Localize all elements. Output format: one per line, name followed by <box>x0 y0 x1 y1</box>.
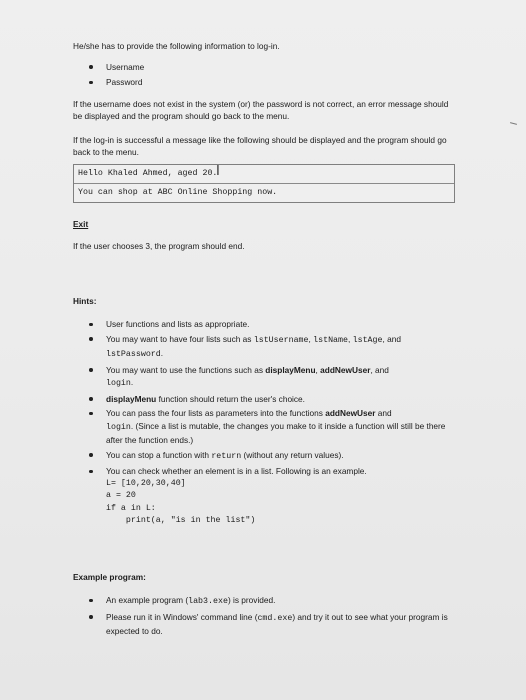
example-list <box>73 594 455 638</box>
hint-5-code-2: login <box>106 422 131 432</box>
exit-text: If the user chooses 3, the program should end. <box>73 241 245 251</box>
example-2-prefix: Please run it in Windows' command line ( <box>106 611 258 622</box>
hint-3-code-3: login <box>106 379 131 388</box>
hint-3-code-1: displayMenu <box>265 364 316 375</box>
login-item-password: Password <box>73 76 465 89</box>
hint-4-code: displayMenu <box>106 393 157 404</box>
hint-3-code-2: addNewUser <box>320 364 371 375</box>
login-requirements-list <box>73 61 465 89</box>
hint-2-code-3: lstAge <box>352 335 383 345</box>
hint-3-mid-2: , and <box>370 364 389 375</box>
hints-list <box>73 318 455 528</box>
example-1-code: lab3.exe <box>188 597 228 606</box>
hint-item-4 <box>73 393 455 406</box>
document-content <box>73 40 465 640</box>
hint-2-code-1: lstUsername <box>253 335 309 345</box>
hint-6-code: return <box>211 451 242 461</box>
hint-6-suffix: (without any return values). <box>241 449 344 460</box>
hint-2-suffix: . <box>160 348 164 358</box>
text-cursor-icon: I <box>216 164 220 179</box>
hint-3-prefix: You may want to use the functions such as <box>106 364 266 375</box>
hint-item-1 <box>73 318 455 331</box>
hint-4-text: function should return the user's choice. <box>156 393 305 404</box>
hint-3-mid: , <box>315 364 321 375</box>
hint-2-sep-1: , <box>308 333 314 344</box>
hint-2-sep-2: , <box>348 333 353 344</box>
output-line-shopping: You can shop at ABC Online Shopping now. <box>78 187 278 197</box>
output-line-greeting: Hello Khaled Ahmed, aged 20. <box>74 165 454 184</box>
exit-heading: Exit <box>73 218 89 229</box>
hint-2-prefix: You may want to have four lists such as <box>106 333 254 344</box>
output-example-box <box>73 164 455 203</box>
example-item-2 <box>73 611 455 638</box>
hint-item-7 <box>73 465 455 528</box>
example-2-code: cmd.exe <box>257 613 293 623</box>
hint-item-2 <box>73 333 455 362</box>
hint-5-prefix: You can pass the four lists as parameters into the functions <box>106 408 326 418</box>
hint-6-prefix: You can stop a function with <box>106 449 212 460</box>
example-item-1 <box>73 594 455 609</box>
hint-item-6 <box>73 449 455 464</box>
example-1-prefix: An example program ( <box>106 595 189 605</box>
hint-3-suffix: . <box>130 377 134 387</box>
hint-5-mid: and <box>375 408 392 418</box>
hint-5-code-1: addNewUser <box>325 408 376 418</box>
hint-5-suffix: . (Since a list is mutable, the changes you make to it inside a function will still be there after the function ends.) <box>106 420 446 445</box>
hint-2-code-4: lstPassword <box>106 350 161 359</box>
hint-item-5 <box>73 407 455 447</box>
example-heading: Example program: <box>73 571 146 582</box>
hint-2-sep-3: , and <box>382 333 401 344</box>
hint-2-code-2: lstName <box>313 335 348 345</box>
example-2-suffix: ) and try it out to see what your program is expected to do. <box>106 611 448 636</box>
edge-mark <box>510 122 517 125</box>
login-item-username: Username <box>73 61 465 74</box>
intro-text: He/she has to provide the following information to log-in. <box>73 41 280 51</box>
code-example: L= [10,20,30,40] a = 20 if a in L: print(a, "is in the list") <box>106 478 256 525</box>
hint-7-text: You can check whether an element is in a list. Following is an example. <box>106 466 367 476</box>
hints-heading: Hints: <box>73 295 97 306</box>
failure-paragraph: If the username does not exist in the system (or) the password is not correct, an error message should be displayed and the program should go back to the menu. <box>73 98 449 121</box>
hint-1-text: User functions and lists as appropriate. <box>106 319 250 329</box>
success-paragraph: If the log-in is successful a message like the following should be displayed and the program should go back to the menu. <box>73 134 447 157</box>
hint-item-3 <box>73 364 455 391</box>
example-1-suffix: ) is provided. <box>227 595 276 605</box>
